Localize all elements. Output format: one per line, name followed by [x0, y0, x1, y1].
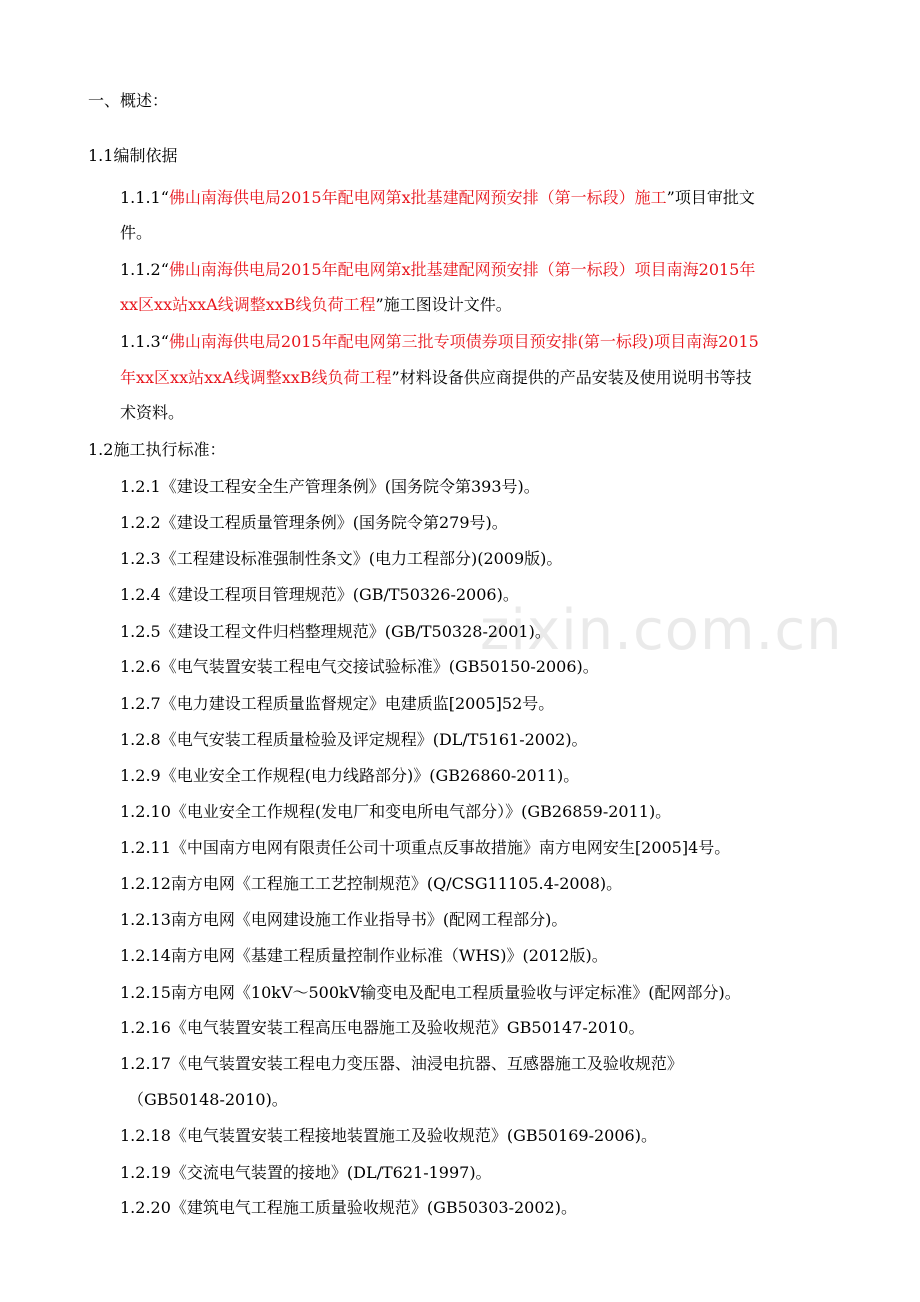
basis-item-1-suffix: ”项目审批文	[666, 188, 755, 207]
basis-item-2-prefix: 1.1.2“	[120, 260, 169, 279]
basis-item-3-continuation-2: 术资料。	[120, 403, 185, 422]
basis-item-2-continuation	[120, 294, 512, 316]
standard-item: 1.2.19《交流电气装置的接地》(DL/T621-1997)。	[120, 1163, 492, 1182]
standard-item: 1.2.15南方电网《10kV～500kV输变电及配电工程质量验收与评定标准》(配网部分)。	[120, 983, 741, 1002]
watermark: zixin.com.cn	[480, 598, 843, 663]
basis-item-3-prefix: 1.1.3“	[120, 332, 169, 351]
basis-item-2-title: 佛山南海供电局2015年配电网第x批基建配网预安排（第一标段）项目南海2015年	[168, 260, 756, 279]
section-heading: 一、概述：	[88, 91, 169, 110]
standard-item: 1.2.9《电业安全工作规程(电力线路部分)》(GB26860-2011)。	[120, 766, 580, 785]
basis-item-3-title: 佛山南海供电局2015年配电网第三批专项债券项目预安排(第一标段)项目南海2015	[168, 332, 759, 351]
standard-item: 1.2.7《电力建设工程质量监督规定》电建质监[2005]52号。	[120, 694, 555, 713]
standard-item-continuation: （GB50148-2010)。	[128, 1090, 288, 1109]
basis-item-1	[120, 187, 755, 209]
basis-item-2-title-cont: xx区xx站xxA线调整xxB线负荷工程	[120, 295, 376, 314]
section-1-2-title: 1.2施工执行标准：	[88, 440, 226, 459]
standard-item: 1.2.8《电气安装工程质量检验及评定规程》(DL/T5161-2002)。	[120, 730, 588, 749]
basis-item-3-suffix: ”材料设备供应商提供的产品安装及使用说明书等技	[391, 368, 752, 387]
basis-item-3-title-cont: 年xx区xx站xxA线调整xxB线负荷工程	[120, 368, 392, 387]
standard-item: 1.2.14南方电网《基建工程质量控制作业标准（WHS)》(2012版)。	[120, 946, 608, 965]
standard-item: 1.2.2《建设工程质量管理条例》(国务院令第279号)。	[120, 513, 508, 532]
basis-item-2-suffix: ”施工图设计文件。	[375, 295, 512, 314]
standard-item: 1.2.18《电气装置安装工程接地装置施工及验收规范》(GB50169-2006)。	[120, 1126, 657, 1145]
standard-item: 1.2.1《建设工程安全生产管理条例》(国务院令第393号)。	[120, 477, 540, 496]
basis-item-1-prefix: 1.1.1“	[120, 188, 169, 207]
section-1-1-title: 1.1编制依据	[88, 146, 178, 165]
standard-item: 1.2.13南方电网《电网建设施工作业指导书》(配网工程部分)。	[120, 910, 568, 929]
standard-item: 1.2.10《电业安全工作规程(发电厂和变电所电气部分）》(GB26859-2011)。	[120, 802, 672, 821]
basis-item-1-continuation: 件。	[120, 223, 153, 242]
standard-item: 1.2.5《建设工程文件归档整理规范》(GB/T50328-2001)。	[120, 622, 551, 641]
basis-item-3	[120, 331, 759, 353]
standard-item: 1.2.20《建筑电气工程施工质量验收规范》(GB50303-2002)。	[120, 1198, 577, 1217]
standard-item: 1.2.3《工程建设标准强制性条文》(电力工程部分)(2009版)。	[120, 549, 563, 568]
standard-item: 1.2.11《中国南方电网有限责任公司十项重点反事故措施》南方电网安生[2005]4号。	[120, 838, 731, 857]
standard-item: 1.2.6《电气装置安装工程电气交接试验标准》(GB50150-2006)。	[120, 657, 599, 676]
standard-item: 1.2.16《电气装置安装工程高压电器施工及验收规范》GB50147-2010。	[120, 1018, 645, 1037]
basis-item-1-title: 佛山南海供电局2015年配电网第x批基建配网预安排（第一标段）施工	[168, 188, 667, 207]
basis-item-3-continuation	[120, 367, 752, 389]
standard-item: 1.2.12南方电网《工程施工工艺控制规范》(Q/CSG11105.4-2008)。	[120, 874, 623, 893]
standard-item: 1.2.4《建设工程项目管理规范》(GB/T50326-2006)。	[120, 585, 519, 604]
basis-item-2	[120, 259, 755, 281]
standard-item: 1.2.17《电气装置安装工程电力变压器、油浸电抗器、互感器施工及验收规范》	[120, 1054, 683, 1073]
